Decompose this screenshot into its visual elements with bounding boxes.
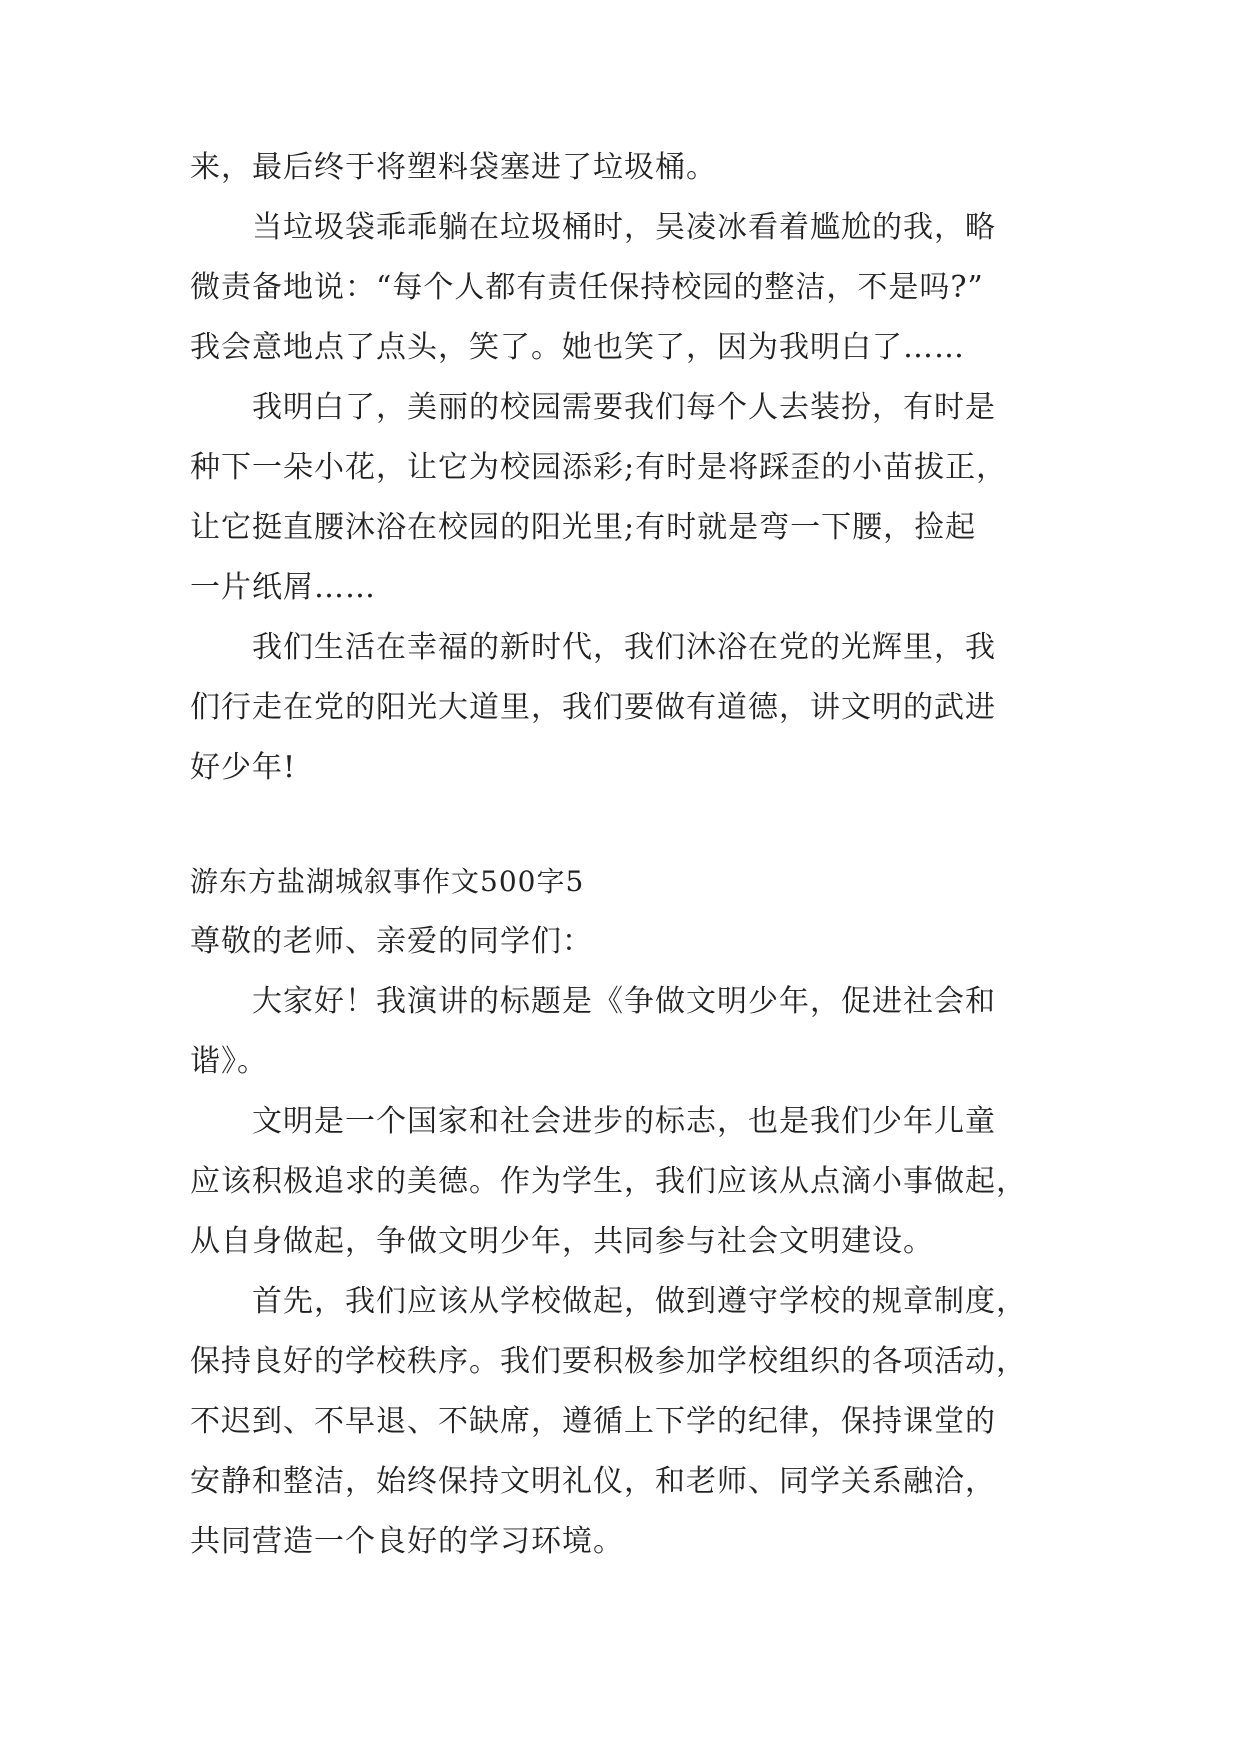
- paragraph-line: 不迟到、不早退、不缺席，遵循上下学的纪律，保持课堂的: [190, 1404, 996, 1439]
- paragraph-line: 我会意地点了点头，笑了。她也笑了，因为我明白了……: [190, 330, 965, 365]
- paragraph-line: 让它挺直腰沐浴在校园的阳光里;有时就是弯一下腰，捡起: [190, 510, 977, 545]
- paragraph-line: 来，最后终于将塑料袋塞进了垃圾桶。: [190, 150, 717, 185]
- paragraph-line: 文明是一个国家和社会进步的标志，也是我们少年儿童: [252, 1104, 996, 1139]
- paragraph-line: 种下一朵小花，让它为校园添彩;有时是将踩歪的小苗拔正，: [190, 450, 1008, 485]
- paragraph-line: 好少年!: [190, 750, 297, 785]
- paragraph-line: 保持良好的学校秩序。我们要积极参加学校组织的各项活动，: [190, 1344, 1027, 1379]
- article-title: 游东方盐湖城叙事作文500字5: [190, 865, 585, 898]
- paragraph-line: 我们生活在幸福的新时代，我们沐浴在党的光辉里，我: [252, 630, 996, 665]
- paragraph-line: 谐》。: [190, 1044, 268, 1079]
- paragraph-line: 当垃圾袋乖乖躺在垃圾桶时，吴凌冰看着尴尬的我，略: [252, 210, 996, 245]
- paragraph-line: 从自身做起，争做文明少年，共同参与社会文明建设。: [190, 1224, 934, 1259]
- paragraph-line: 们行走在党的阳光大道里，我们要做有道德，讲文明的武进: [190, 690, 996, 725]
- paragraph-line: 我明白了，美丽的校园需要我们每个人去装扮，有时是: [252, 390, 996, 425]
- paragraph-line: 应该积极追求的美德。作为学生，我们应该从点滴小事做起，: [190, 1164, 1027, 1199]
- paragraph-line: 共同营造一个良好的学习环境。: [190, 1524, 624, 1559]
- paragraph-line: 一片纸屑……: [190, 570, 376, 605]
- paragraph-line: 微责备地说：“每个人都有责任保持校园的整洁，不是吗?”: [190, 270, 984, 305]
- salutation: 尊敬的老师、亲爱的同学们：: [190, 924, 593, 959]
- paragraph-line: 安静和整洁，始终保持文明礼仪，和老师、同学关系融洽，: [190, 1464, 996, 1499]
- paragraph-line: 首先，我们应该从学校做起，做到遵守学校的规章制度，: [252, 1284, 1027, 1319]
- paragraph-line: 大家好！我演讲的标题是《争做文明少年，促进社会和: [252, 984, 996, 1019]
